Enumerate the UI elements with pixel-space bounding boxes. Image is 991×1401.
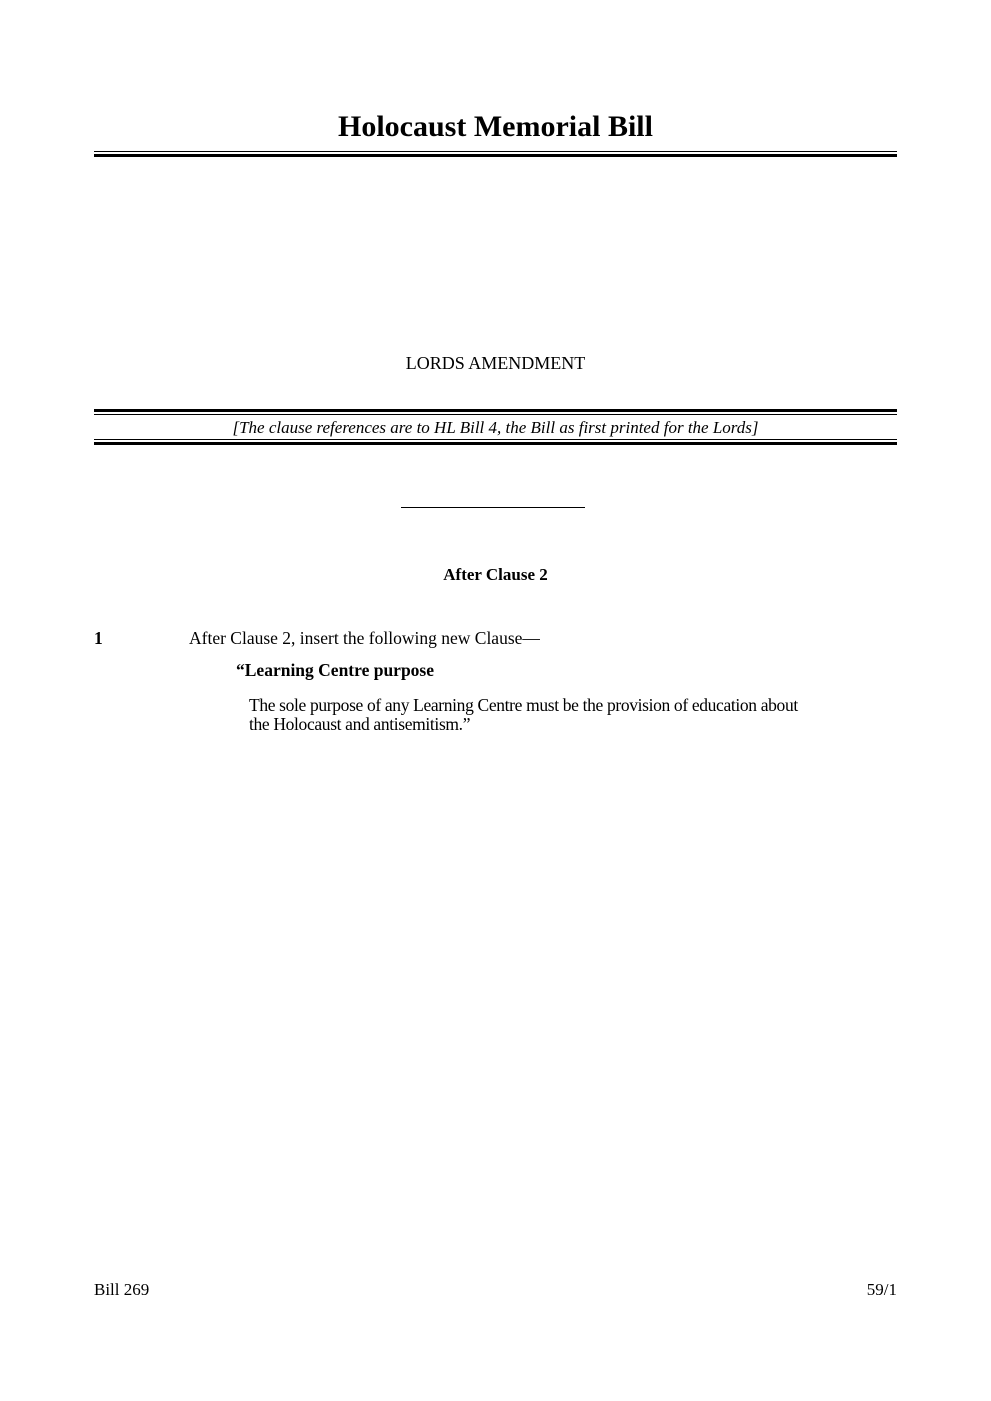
footer-bill-number: Bill 269 xyxy=(94,1280,150,1299)
ref-rule-bottom-thin xyxy=(94,439,897,440)
separator-rule xyxy=(401,507,585,508)
amendment-number: 1 xyxy=(94,628,103,648)
footer-page-ref: 59/1 xyxy=(866,1280,897,1299)
ref-rule-top-thick xyxy=(94,409,897,412)
ref-rule-top-thin xyxy=(94,414,897,415)
section-heading: LORDS AMENDMENT xyxy=(405,353,586,373)
new-clause-text xyxy=(249,696,909,734)
new-clause-text-line: the Holocaust and antisemitism.” xyxy=(249,714,471,734)
amendment-instruction: After Clause 2, insert the following new Clause— xyxy=(189,628,540,648)
new-clause-title: “Learning Centre purpose xyxy=(236,660,435,680)
title-rule-thick xyxy=(94,154,897,157)
new-clause-text-line: The sole purpose of any Learning Centre must be the provision of education about xyxy=(249,695,798,715)
cross-heading: After Clause 2 xyxy=(443,565,548,584)
reference-note: [The clause references are to HL Bill 4, the Bill as first printed for the Lords] xyxy=(232,418,759,437)
bill-title: Holocaust Memorial Bill xyxy=(338,110,653,143)
title-rule-thin xyxy=(94,151,897,152)
ref-rule-bottom-thick xyxy=(94,442,897,445)
